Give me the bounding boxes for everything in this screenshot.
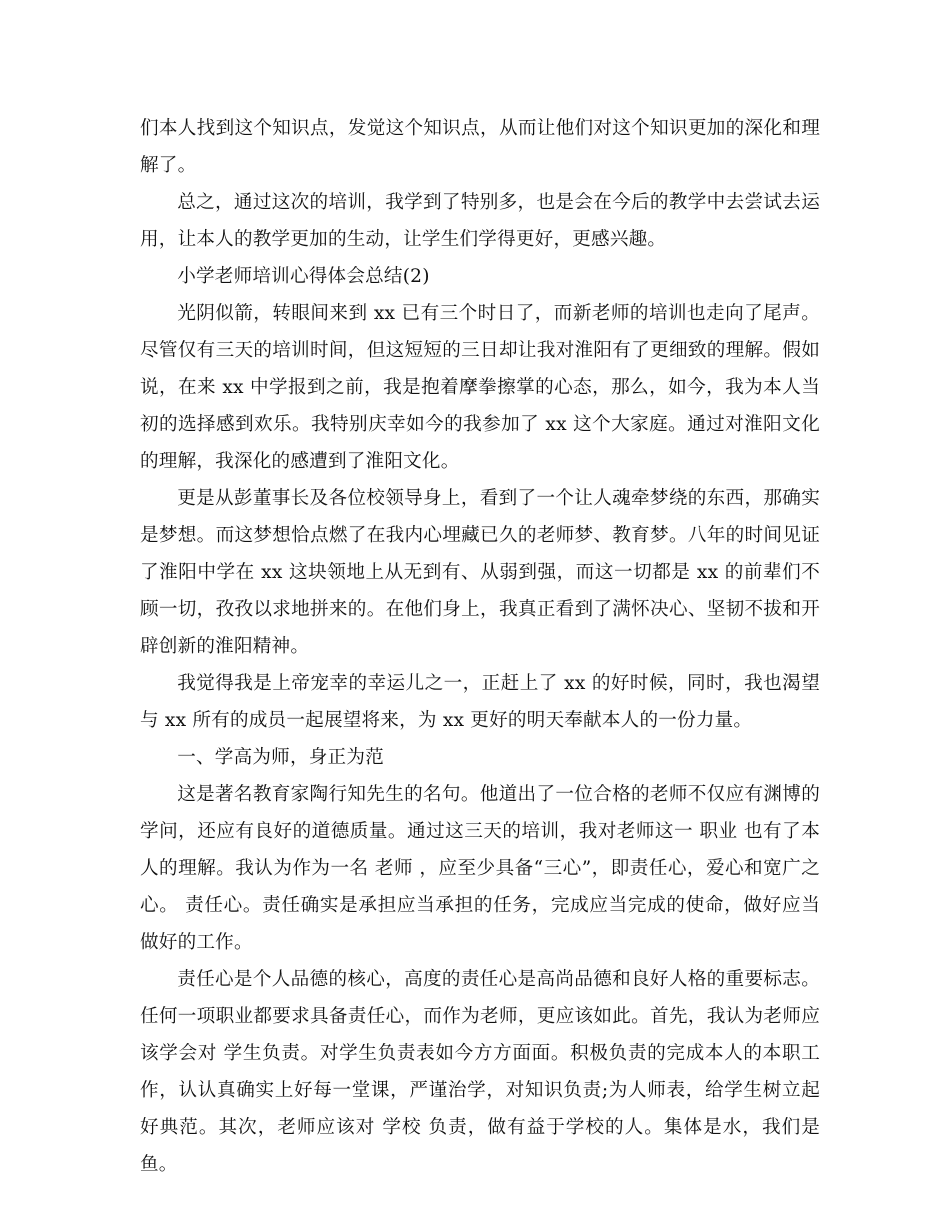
paragraph-7: 责任心是个人品德的核心，高度的责任心是高尚品德和良好人格的重要标志。任何一项职业都要求具备责任心，而作为老师，更应该如此。首先，我认为老师应该学会对 学生负责。对学生负责表如今方方面面。积极负责的完成本人的本职工作，认认真确实上好每一堂课，严谨治学，对知识负责;为人师表，给学生树立起好典范。其次，老师应该对 学校 负责，做有益于学校的人。集体是水，我们是鱼。 [140, 969, 820, 1175]
paragraph-2: 总之，通过这次的培训，我学到了特别多，也是会在今后的教学中去尝试去运用，让本人的教学更加的生动，让学生们学得更好，更感兴趣。 [140, 192, 820, 250]
paragraph-6: 这是著名教育家陶行知先生的名句。他道出了一位合格的老师不仅应有渊博的学问，还应有良好的道德质量。通过这三天的培训，我对老师这一 职业 也有了本人的理解。我认为作为一名 老师 ，应至少具备“三心”，即责任心，爱心和宽广之心。 责任心。责任确实是承担应当承担的任务，完成应当完成的使命，做好应当做好的工作。 [140, 784, 820, 953]
document-body [140, 110, 820, 1183]
section-heading-summary-2: 小学老师培训心得体会总结(2) [177, 266, 430, 287]
paragraph-5: 我觉得我是上帝宠幸的幸运儿之一，正赶上了 xx 的好时候，同时，我也渴望与 xx 所有的成员一起展望将来，为 xx 更好的明天奉献本人的一份力量。 [140, 673, 820, 731]
paragraph-1: 们本人找到这个知识点，发觉这个知识点，从而让他们对这个知识更加的深化和理解了。 [140, 118, 820, 176]
section-heading-1: 一、学高为师，身正为范 [177, 747, 384, 768]
paragraph-4: 更是从彭董事长及各位校领导身上，看到了一个让人魂牵梦绕的东西，那确实是梦想。而这梦想恰点燃了在我内心埋藏已久的老师梦、教育梦。八年的时间见证了淮阳中学在 xx 这块领地上从无到有、从弱到强，而这一切都是 xx 的前辈们不顾一切，孜孜以求地拼来的。在他们身上，我真正看到了满怀决心、坚韧不拔和开辟创新的淮阳精神。 [140, 488, 820, 657]
paragraph-3: 光阴似箭，转眼间来到 xx 已有三个时日了，而新老师的培训也走向了尾声。尽管仅有三天的培训时间，但这短短的三日却让我对淮阳有了更细致的理解。假如说，在来 xx 中学报到之前，我是抱着摩拳擦掌的心态，那么，如今，我为本人当初的选择感到欢乐。我特别庆幸如今的我参加了 xx 这个大家庭。通过对淮阳文化的理解，我深化的感遭到了淮阳文化。 [140, 303, 820, 472]
